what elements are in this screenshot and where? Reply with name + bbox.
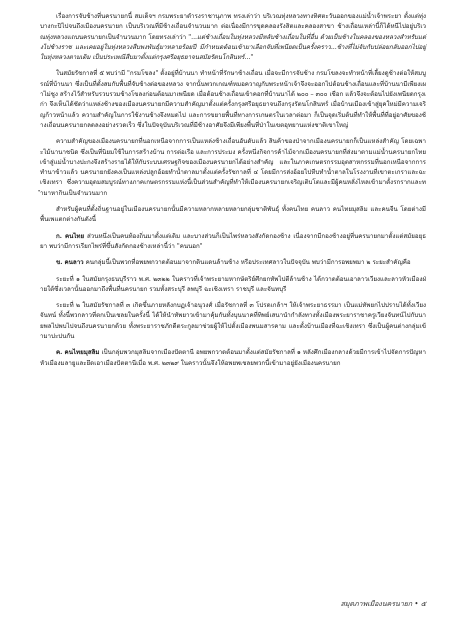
- paragraph-text: ส่วนหนึ่งเป็นคนท้องถิ่นมาตั้งแต่เดิม และบางส่วนก็เป็นไพร่หลวงสังกัดกองช้าง เนื่องจากมีกองช้างอยู่ที่นครนายกมาตั้งแต่สมัยอยุธยา พบว่ามีการเรียกไพร่ที่ขึ้นสังกัดกองช้างเหล่านี้ว่า "คนนอก": [40, 232, 426, 250]
- paragraph-forest-products: ความสำคัญของเมืองนครนายกที่นอกเหนือจากการเป็นแหล่งช้างเถื่อนอันดับแล้ว สินค้าของป่าจากเมืองนครนายกก็เป็นแหล่งสำคัญ โดยเฉพาะไม้นานาชนิด ซึ่งเป็นที่นิยมใช้ในการสร้างบ้าน การต่อเรือ และการประมง ครั้งหนึ่งกิจการค้าไม้จากเมืองนครนายกที่ส่งมาตามแม่น้ำนครนายกไทยเข้าสู่แม่น้ำบางปะกงจึงสร้างรายได้ให้กับระบบเศรษฐกิจของเมืองนครนายกได้อย่างสำคัญ และในภาคเกษตรกรรมอุตสาหกรรมที่นอกเหนือจากการทำนาข้าวแล้ว นครนายกยังคงเป็นแหล่งปลูกอ้อยทำน้ำตาลมาตั้งแต่ครั้งรัชกาลที่ ๔ โดยมีการส่งอ้อยไปหีบทำน้ำตาลในโรงงานที่เขาตะเกราและฉะเชิงเทรา ซึ่งความอุดมสมบูรณ์ทางภาคเกษตรกรรมแห่งนี้เป็นส่วนสำคัญที่ทำให้เมืองนครนายกเจริญเติบโตและมีผู้คนหลั่งไหลเข้ามาตั้งรกรากและทำมาหากินเป็นจำนวนมาก: [40, 138, 426, 197]
- thai-muslim-heading: ค. คนไทยมุสลิม: [56, 349, 100, 357]
- royal-quote: "...แต่ช้างเถื่อนในทุ่งหลวงมีหลับช้างเถื่อนในที่อื่น ด้วยเป็นช้างในคลองของหลวงสำหรับแต่งไปช้างราช และเคยอยู่ในทุ่งหลวงสืบพงพันธุ์มาหลายร้อยปี มีกำหนดต้อนเข้ามาเลือกจับที่เพนียดเป็นครั้งคราว...ช้างที่ไม่จับกับปล่อยกลับออกไปอยู่ในทุ่งหลวงตามเดิม เป็นประเพณีสืบมาตั้งแต่กรุงศรีอยุธยาจนสมัยรัตนโกสินทร์...": [40, 33, 426, 62]
- paragraph-elephant-capture: [40, 12, 426, 63]
- paragraph-text: เป็นกลุ่มพวกมุสลิมจากเมืองปัตตานี อพยพกวาดต้อนมาตั้งแต่สมัยรัชกาลที่ ๑ หลังศึกเมืองกลางด้วยมีการเข้าไปจัดการปัญหาหัวเมืองมลายูและยึดเอาเมืองปัตตานีเมื่อ พ.ศ. ๒๓๒๙ ในคราวนั้นจึงให้อพยพเชลยพวกนี้เข้ามาอยู่ยังเมืองนครนายก: [40, 349, 426, 367]
- paragraph-lao-people: [40, 258, 426, 268]
- paragraph-phase-one: ระยะที่ ๑ ในสมัยกรุงธนบุรีราว พ.ศ. ๒๓๒๒ ในคราวที่เจ้าพระยามหากษัตริย์ศึกยกทัพไปตีล้านช้าง ได้กวาดต้อนเอาลาวเวียงและลาวหัวเมืองฝ่ายใต้ซึ่งเวลานั้นออกมาถึงพื้นที่นครนายก รวมทั้งสระบุรี ลพบุรี ฉะเชิงเทรา ราชบุรี และจันทบุรี: [40, 275, 426, 293]
- paragraph-thai-muslim: [40, 348, 426, 369]
- paragraph-krom-khlong: ในสมัยรัชกาลที่ ๕ พบว่ามี "กรมโขลง" ตั้งอยู่ที่บ้านนา ทำหน้าที่รักษาช้างเถื่อน เมื่อจะมีการจับช้าง กรมโขลงจะทำหน้าที่เลี้ยงดูช้างต่อให้สมบูรณ์ที่บ้านนา ซึ่งเป็นที่ตั้งสมกับพื้นที่จับช้างต่อของหลวง จากนั้นพวกเกณฑ์หมอควาญกับพระหน้าเจ้าจึงจะออกไปต้อนช้างเถื่อนและที่บ้านนามีเพียงเผาไม่ชูง สร้างไว้สำหรับรวบรวมช้างโขลงก่อนต้อนมาเพนียด เมื่อต้อนช้างเถื่อนเข้าคอกที่บ้านนาได้ ๒๐๐ – ๓๐๐ เชือก แล้วจึงจะต้อนไปยังเพนียดกรุงเก่า จึงเห็นได้ชัดว่าแหล่งช้างของเมืองนครนายกมีความสำคัญมาตั้งแต่ครั้งกรุงศรีอยุธยาจนถึงกรุงรัตนโกสินทร์ เมื่อบ้านเมืองเข้าสู่ยุคใหม่มีความเจริญก้าวหน้าแล้ว ความสำคัญในการใช้งานช้างจึงหมดไป และการขยายพื้นที่ทางการเกษตรในเวลาต่อมา ก็เป็นจุดเริ่มต้นที่ทำให้พื้นที่ที่อยู่อาศัยของช้างเถื่อนนครนายกลดลงอย่างรวดเร็ว ซึ่งในปัจจุบันบริเวณที่มีช้างอาศัยจึงมีเพียงพื้นที่ป่าในเขตอุทยานแห่งชาติเขาใหญ่: [40, 70, 426, 129]
- paragraph-thai-people: [40, 232, 426, 253]
- paragraph-text: คนกลุ่มนี้เป็นพวกที่อพยพกวาดต้อนมาจากดินแดนล้านช้าง หรือประเทศลาวในปัจจุบัน พบว่ามีการอพยพมา ๒ ระยะสำคัญคือ: [83, 259, 411, 267]
- thai-people-heading: ก. คนไทย: [56, 232, 85, 240]
- paragraph-ethnic-groups: สำหรับผู้คนที่ตั้งถิ่นฐานอยู่ในเมืองนครนายกนั้นมีความหลากหลายหลายกลุ่มชาติพันธุ์ ทั้งคนไทย คนลาว คนไทยมุสลิม และคนจีน โดยต่างมีพื้นเพแตกต่างกันดังนี้: [40, 206, 426, 224]
- page-footer: สมุดภาพเมืองนครนายก • ๕: [340, 600, 426, 608]
- paragraph-phase-two: ระยะที่ ๒ ในสมัยรัชกาลที่ ๓ เกิดขึ้นภายหลังกบฏเจ้าอนุวงศ์ เมื่อรัชกาลที่ ๓ โปรดเกล้าฯ ให้เจ้าพระยาธรรมา เป็นแม่ทัพยกไปปราบได้ทั้งเวียงจันทน์ ทั้งนี้พวกลาวที่ตกเป็นเชลยในครั้งนี้ ได้ให้นำทัพยาวเข้ามาคุ้มกันทั้งบุนนาคที่ทิพย์เสนานำกำลังทางทั้งเมืองพระยาราชาครูเวียงจันทน์ไปกับนายพลไปพบไปจนถึงนครนายกด้วย ทั้งพระยาราชภักดีตระกูลมาช่วยผู้ให้ไปตั้งเมืองพนมสารคาม และตั้งบ้านเมืองที่ฉะเชิงเทรา ซึ่งเป็นผู้คนต่างกลุ่มเข้ามาปะปนกัน: [40, 302, 426, 341]
- paragraph-text: เรื่องการจับช้างที่นครนายกนี้ สมเด็จฯ กรมพระยาดำรงราชานุภาพ ทรงเล่าว่า บริเวณทุ่งหลวงทางทิศตะวันออกของแม่น้ำเจ้าพระยา ตั้งแต่ทุ่งบางกะปิไปจนถึงเมืองนครนายก เป็นบริเวณที่มีช้างเถื่อนจำนวนมาก ต่อเนื่องมีการขุดคลองรังสิตและคลองสาขา ช้างเถื่อนเหล่านี้ก็ได้หนีไปอยู่บริเวณทุ่งหลวงแถบนครนายกเป็นจำนวนมาก โดยทรงเล่าว่า: [40, 13, 426, 41]
- lao-people-heading: ข. คนลาว: [56, 259, 84, 267]
